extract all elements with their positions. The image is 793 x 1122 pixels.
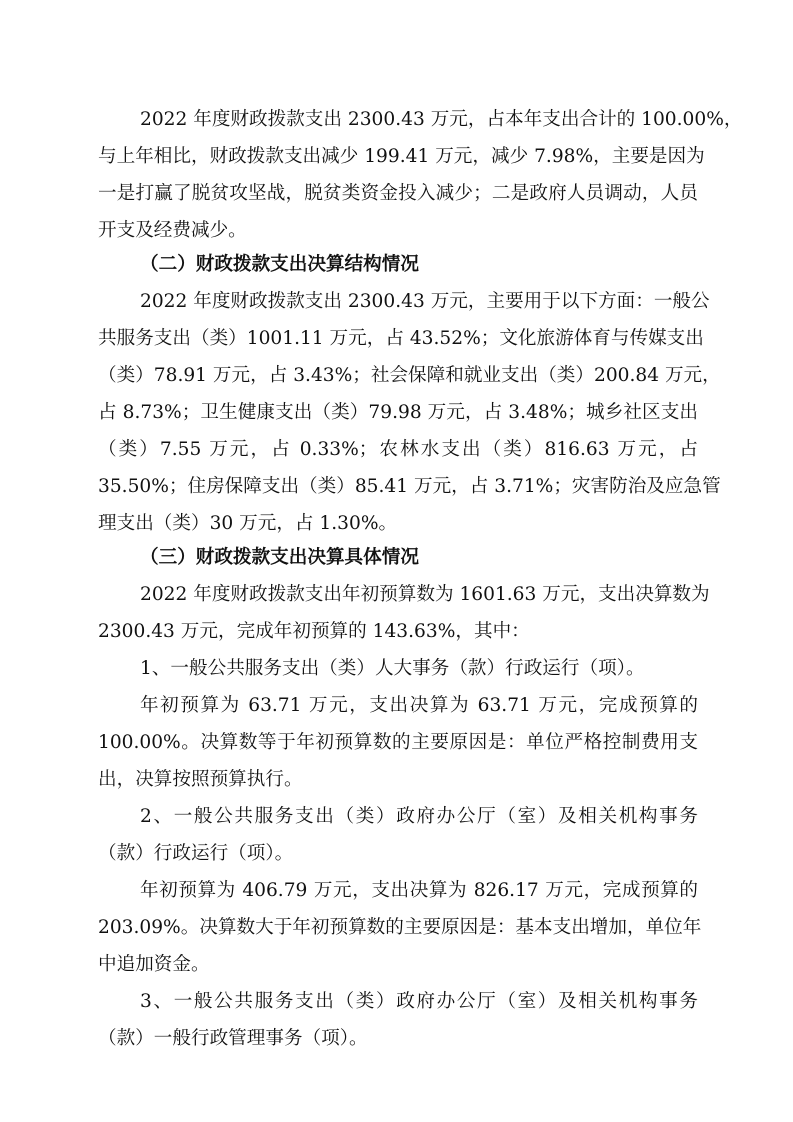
paragraph-line: 2300.43 万元，完成年初预算的 143.63%，其中： (98, 621, 530, 642)
paragraph-line: 年初预算为 63.71 万元，支出决算为 63.71 万元，完成预算的 (140, 695, 698, 716)
paragraph-line: 一是打赢了脱贫攻坚战，脱贫类资金投入减少；二是政府人员调动，人员 (98, 183, 698, 204)
item-title: （款）行政运行（项）。 (98, 843, 294, 864)
paragraph-line: 与上年相比，财政拨款支出减少 199.41 万元，减少 7.98%，主要是因为 (98, 146, 705, 167)
paragraph-line: 2022 年度财政拨款支出 2300.43 万元，主要用于以下方面：一般公 (140, 291, 710, 312)
paragraph-line: 100.00%。决算数等于年初预算数的主要原因是：单位严格控制费用支 (98, 732, 698, 753)
paragraph-line: 开支及经费减少。 (98, 220, 247, 241)
paragraph-line: 203.09%。决算数大于年初预算数的主要原因是：基本支出增加，单位年 (98, 917, 702, 938)
section-heading: （三）财政拨款支出决算具体情况 (140, 547, 419, 568)
paragraph-line: 占 8.73%；卫生健康支出（类）79.98 万元，占 3.48%；城乡社区支出 (98, 402, 698, 423)
paragraph-line: 2022 年度财政拨款支出年初预算数为 1601.63 万元，支出决算数为 (140, 584, 710, 605)
item-title: 3、一般公共服务支出（类）政府办公厅（室）及相关机构事务 (140, 991, 698, 1012)
paragraph-line: （类）78.91 万元，占 3.43%；社会保障和就业支出（类）200.84 万元， (98, 365, 721, 386)
paragraph-line: （类）7.55 万元，占 0.33%；农林水支出（类）816.63 万元，占 (98, 439, 698, 460)
paragraph-line: 共服务支出（类）1001.11 万元，占 43.52%；文化旅游体育与传媒支出 (98, 328, 704, 349)
section-heading: （二）财政拨款支出决算结构情况 (140, 254, 419, 275)
paragraph-line: 出，决算按照预算执行。 (98, 769, 303, 790)
item-title: 2、一般公共服务支出（类）政府办公厅（室）及相关机构事务 (140, 806, 698, 827)
item-title: （款）一般行政管理事务（项）。 (98, 1028, 368, 1049)
paragraph-line: 年初预算为 406.79 万元，支出决算为 826.17 万元，完成预算的 (140, 880, 698, 901)
item-title: 1、一般公共服务支出（类）人大事务（款）行政运行（项）。 (140, 658, 645, 679)
paragraph-line: 2022 年度财政拨款支出 2300.43 万元，占本年支出合计的 100.00%， (140, 109, 743, 130)
paragraph-line: 35.50%；住房保障支出（类）85.41 万元，占 3.71%；灾害防治及应急管 (98, 476, 721, 497)
paragraph-line: 中追加资金。 (98, 954, 210, 975)
paragraph-line: 理支出（类）30 万元，占 1.30%。 (98, 513, 398, 534)
